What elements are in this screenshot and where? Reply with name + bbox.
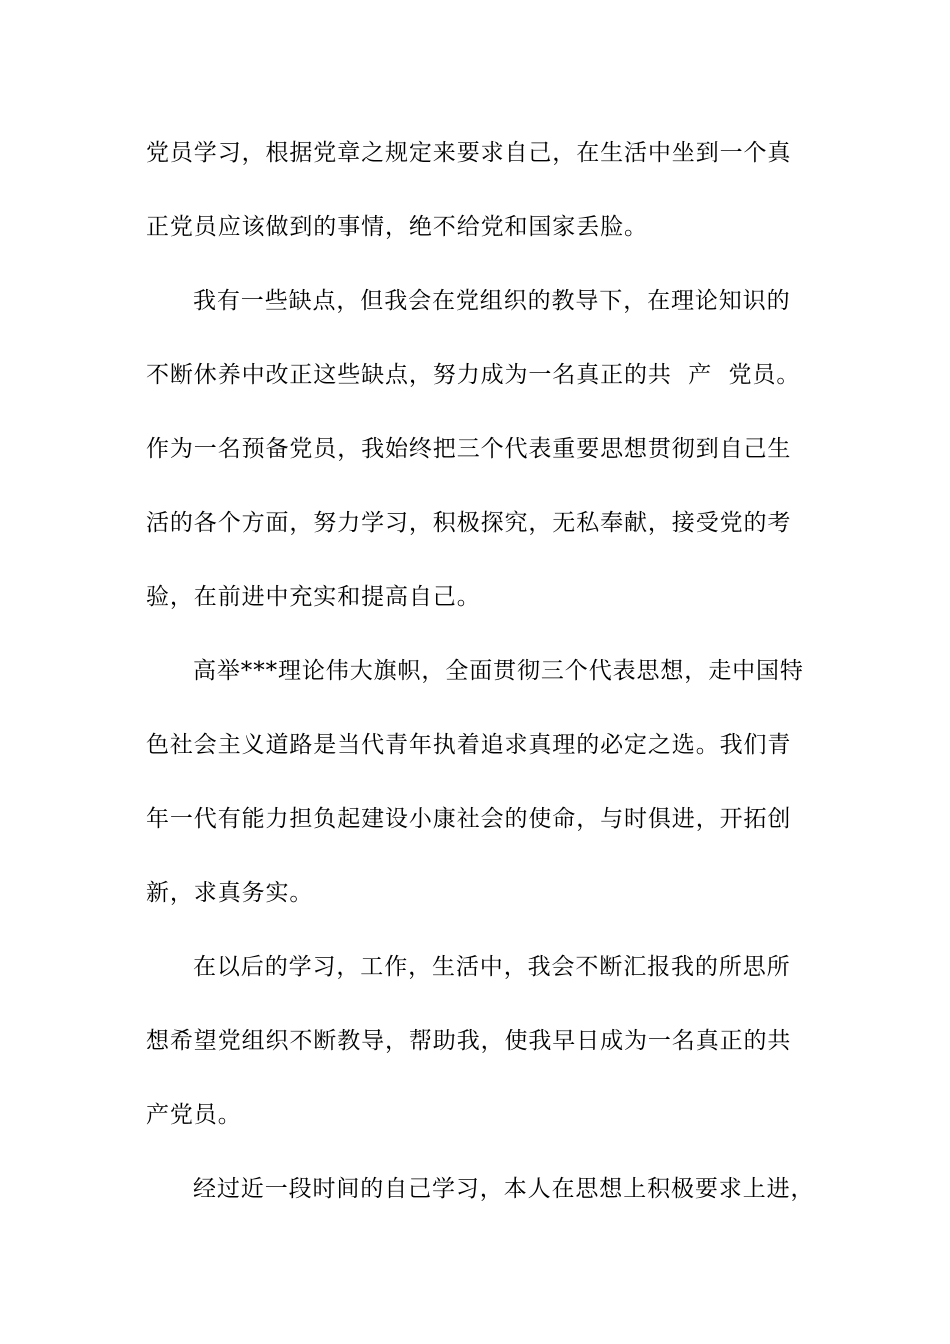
text-line: 年一代有能力担负起建设小康社会的使命，与时俱进，开拓创	[146, 806, 792, 832]
text-line: 作为一名预备党员，我始终把三个代表重要思想贯彻到自己生	[146, 436, 792, 462]
text-line: 党员学习，根据党章之规定来要求自己，在生活中坐到一个真	[146, 140, 792, 166]
text-line: 不断休养中改正这些缺点，努力成为一名真正的共 产 党员。	[146, 362, 801, 388]
text-line: 产党员。	[146, 1102, 242, 1128]
paragraph-first-line: 高举***理论伟大旗帜，全面贯彻三个代表思想，走中国特	[193, 658, 804, 684]
text-line: 想希望党组织不断教导，帮助我，使我早日成为一名真正的共	[146, 1028, 792, 1054]
paragraph-first-line: 在以后的学习，工作，生活中，我会不断汇报我的所思所	[193, 954, 791, 980]
paragraph-first-line: 我有一些缺点，但我会在党组织的教导下，在理论知识的	[193, 288, 791, 314]
text-line: 验，在前进中充实和提高自己。	[146, 584, 481, 610]
text-line: 正党员应该做到的事情，绝不给党和国家丢脸。	[146, 214, 648, 240]
paragraph-first-line: 经过近一段时间的自己学习，本人在思想上积极要求上进，	[193, 1176, 815, 1202]
text-line: 新，求真务实。	[146, 880, 314, 906]
text-line: 色社会主义道路是当代青年执着追求真理的必定之选。我们青	[146, 732, 792, 758]
text-line: 活的各个方面，努力学习，积极探究，无私奉献，接受党的考	[146, 510, 792, 536]
